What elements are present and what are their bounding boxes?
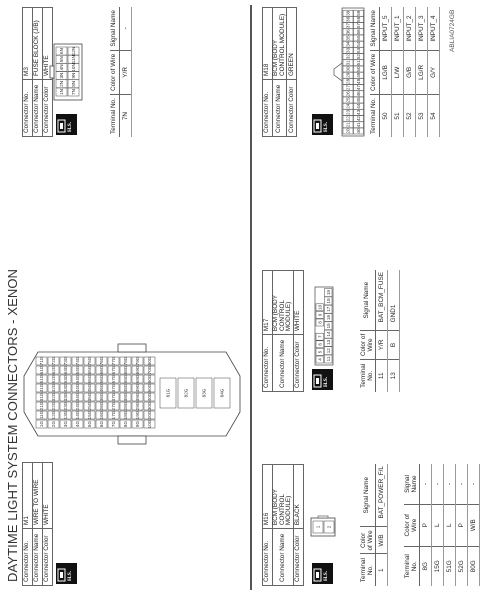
connector-m18-no: M18	[263, 8, 273, 80]
pin-label: 31G	[39, 392, 45, 402]
pin-label: 8	[317, 321, 323, 324]
pin-label: 30G	[147, 401, 153, 411]
pin-label: 23	[345, 109, 351, 115]
pin-label: 11N	[71, 55, 77, 64]
signal-name: BAT_BCM_FUSE	[376, 270, 388, 331]
terminal-no: 54	[427, 95, 439, 137]
pin-label: 80G	[147, 356, 153, 366]
pin-label: 22	[345, 116, 351, 122]
terminal-row	[376, 464, 388, 586]
pin-label: 38G	[123, 392, 129, 402]
pin-label: 20	[345, 128, 351, 134]
pin-label: 11	[325, 356, 331, 362]
hs-badge: H.S.	[56, 563, 77, 584]
pin-label: 29	[345, 72, 351, 78]
pin-label: 61G	[39, 365, 45, 375]
pin-label: 25	[345, 97, 351, 103]
pin-label: 43	[356, 109, 362, 115]
pin-label: 29G	[135, 401, 141, 411]
pin-label: 2G	[51, 420, 57, 428]
connector-icon	[313, 568, 322, 582]
pin-label: 37	[345, 23, 351, 29]
pin-label: 64G	[75, 365, 81, 375]
pin-label: 54	[356, 41, 362, 47]
pin-label: 56	[356, 29, 362, 35]
hs-badge: H.S.	[312, 369, 333, 390]
connector-m18-name: BCM (BODY CONTROL MODULE)	[273, 8, 287, 80]
pin-label: 48G	[123, 383, 129, 393]
signal-name: INPUT_5	[379, 7, 391, 50]
connector-m17-terminal-table: Terminal No. Color of Wire Signal Name 11 Y/R BAT_BCM_FUSE 13 B GND1	[360, 270, 400, 392]
pin-label: 9	[317, 313, 323, 317]
pin-label: 41G	[39, 383, 45, 393]
pin-label: 26	[345, 91, 351, 97]
pin-label: 28	[345, 78, 351, 84]
pin-label: 3G	[63, 420, 69, 428]
pin-label: 12	[325, 348, 331, 354]
pin-label: 22G	[51, 401, 57, 411]
connector-m17-name: BCM (BODY CONTROL MODULE)	[273, 271, 294, 335]
pin-label: 35G	[87, 392, 93, 402]
pin-label: 74G	[75, 356, 81, 366]
signal-name: -	[432, 464, 444, 504]
pin-label: 49G	[135, 383, 141, 393]
pin-label: 17G	[111, 410, 117, 420]
pin-label: 43G	[63, 383, 69, 393]
pin-label: 79G	[135, 356, 141, 366]
connector-m16-terminal-table: Terminal No. Color of Wire Signal Name 1 W/B BAT_POWER_F/L	[360, 464, 388, 586]
pin-label: 53	[356, 47, 362, 53]
signal-name: GND1	[388, 270, 400, 331]
wire-color: L	[444, 504, 456, 546]
connector-m1-terminal-table: Terminal No. Color of Wire Signal Name 8G P - 15G L - 51G L - 52G P - 80G W/B -	[404, 464, 480, 586]
pin-label: 27	[345, 85, 351, 91]
pin-label: 36	[345, 29, 351, 35]
signal-name: -	[444, 464, 456, 504]
pin-label: 17	[325, 306, 331, 312]
terminal-row	[415, 7, 427, 137]
wire-color: G/Y	[427, 50, 439, 94]
wire-color: LG/R	[415, 50, 427, 94]
terminal-row	[432, 464, 444, 586]
pin-label: 73G	[63, 356, 69, 366]
pin-label: 13G	[63, 410, 69, 420]
terminal-no: 1	[376, 554, 388, 586]
pin-label: 57G	[111, 374, 117, 384]
pin-label: 37G	[111, 392, 117, 402]
pin-label: 44	[356, 103, 362, 109]
pin-label: 16G	[99, 410, 105, 420]
terminal-no: 51	[391, 95, 403, 137]
page-title: DAYTIME LIGHT SYSTEM CONNECTORS - XENON	[5, 268, 20, 582]
connector-m3-info: Connector No. M3 Connector Name FUSE BLOCK (J/B) Connector Color WHITE	[22, 7, 53, 137]
terminal-no: 50	[379, 95, 391, 137]
pin-label: 25G	[87, 401, 93, 411]
terminal-row	[403, 7, 415, 137]
pin-label: 4G	[75, 420, 81, 428]
wire-color: W/B	[468, 504, 480, 546]
pin-label: 59	[356, 10, 362, 16]
pin-label: 14G	[75, 410, 81, 420]
connector-m3-name: FUSE BLOCK (J/B)	[33, 8, 43, 80]
pin-label: 23G	[63, 401, 69, 411]
pin-label: 82G	[183, 388, 189, 398]
connector-m17-diagram	[314, 286, 334, 366]
pin-label: 45G	[87, 383, 93, 393]
pin-label: 77G	[111, 356, 117, 366]
pin-label: 7N	[71, 89, 77, 95]
pin-label: 63G	[63, 365, 69, 375]
pin-label: 1G	[39, 420, 45, 428]
connector-m1-no: M1	[23, 463, 33, 529]
connector-m1-info: Connector No. M1 Connector Name WIRE TO WIRE Connector Color WHITE	[22, 462, 53, 586]
pin-label: 69G	[135, 365, 141, 375]
connector-icon	[57, 568, 66, 582]
signal-name: -	[456, 464, 468, 504]
pin-label: 51G	[39, 374, 45, 384]
pin-label: 13	[325, 339, 331, 345]
pin-label: 60G	[147, 374, 153, 384]
terminal-no: 52	[403, 95, 415, 137]
connector-m3-diagram	[50, 42, 84, 102]
pin-label: 33G	[63, 392, 69, 402]
wire-color: L	[432, 504, 444, 546]
pin-label: 31	[345, 60, 351, 66]
pin-label: 11G	[39, 410, 45, 420]
pin-label: 50G	[147, 383, 153, 393]
connector-icon	[57, 119, 66, 133]
section-divider	[250, 5, 252, 590]
pin-label: 5G	[87, 420, 93, 428]
signal-name: INPUT_4	[427, 7, 439, 50]
pin-label: 2N	[59, 80, 65, 87]
pin-label: 28G	[123, 401, 129, 411]
pin-label: 7G	[111, 420, 117, 428]
pin-label: 30	[345, 66, 351, 72]
pin-label: 6N	[59, 48, 65, 54]
connector-m17-no: M17	[263, 271, 273, 335]
signal-name: INPUT_1	[391, 7, 403, 50]
pin-label: 40	[356, 128, 362, 134]
pin-label: 65G	[87, 365, 93, 375]
connector-m18-diagram	[332, 7, 366, 137]
terminal-no: 51G	[444, 546, 456, 586]
wire-color: LG/B	[379, 50, 391, 94]
pin-label: 4N	[59, 64, 65, 71]
pin-label: 35	[345, 35, 351, 41]
connector-m18-terminal-table: Terminal No. Color of Wire Signal Name 50 LG/B INPUT_5 51 L/W INPUT_1 52 G/B INPUT_2 53 LG/R INPUT_3 54 G/Y INPUT_4	[370, 7, 440, 137]
pin-label: 44G	[75, 383, 81, 393]
pin-label: 9N	[71, 72, 77, 79]
signal-name: INPUT_2	[403, 7, 415, 50]
pin-label: 16	[325, 314, 331, 321]
terminal-no: 11	[376, 359, 388, 392]
terminal-row	[391, 7, 403, 137]
signal-name: INPUT_3	[415, 7, 427, 50]
pin-label: 78G	[123, 356, 129, 366]
pin-label: 26G	[99, 401, 105, 411]
pin-label: 18	[325, 298, 331, 304]
pin-label: 32	[345, 54, 351, 60]
wire-color: P	[456, 504, 468, 546]
pin-label: 67G	[111, 365, 117, 375]
pin-label: 40G	[147, 392, 153, 402]
pin-label: 8N	[71, 80, 77, 87]
pin-label: 55	[356, 35, 362, 41]
wire-color: Y/R	[119, 50, 131, 94]
connector-m3-color: WHITE	[43, 8, 53, 80]
pin-label: 21G	[39, 401, 45, 411]
pin-label: 39G	[135, 392, 141, 402]
terminal-no: 13	[388, 359, 400, 392]
pin-label: 12G	[51, 410, 57, 420]
terminal-row	[388, 270, 400, 392]
pin-label: 15G	[87, 410, 93, 420]
pin-label: 14	[325, 331, 331, 337]
pin-label: 50	[356, 66, 362, 72]
terminal-no: 7N	[119, 95, 131, 137]
pin-label: 10G	[147, 419, 153, 429]
pin-label: 24G	[75, 401, 81, 411]
pin-label: 52G	[51, 374, 57, 384]
terminal-row	[119, 7, 131, 137]
signal-name: -	[468, 464, 480, 504]
connector-m1-color: WHITE	[43, 463, 53, 529]
pin-label: 46	[356, 91, 362, 97]
connector-m16-diagram	[308, 516, 338, 538]
pin-label: 62G	[51, 365, 57, 375]
document-code: ABLIA0724GB	[449, 9, 456, 52]
connector-m16-name: BCM (BODY CONTROL MODULE)	[273, 465, 294, 529]
pin-label: 56G	[99, 374, 105, 384]
wire-color: W/B	[376, 527, 388, 554]
connector-m3-terminal-table: Terminal No. Color of Wire Signal Name 7N Y/R -	[110, 7, 132, 137]
signal-name: BAT_POWER_F/L	[376, 464, 388, 527]
connector-m18-color: GREEN	[287, 8, 297, 80]
signal-name: -	[119, 7, 131, 50]
pin-label: 76G	[99, 356, 105, 366]
connector-m18-info: Connector No. M18 Connector Name BCM (BODY CONTROL MODULE) Connector Color GREEN	[262, 7, 297, 137]
pin-label: 51	[356, 60, 362, 66]
pin-label: 58G	[123, 374, 129, 384]
pin-label: 68G	[123, 365, 129, 375]
pin-label: 83G	[201, 388, 207, 398]
pin-label: 81G	[165, 388, 171, 398]
terminal-row	[379, 7, 391, 137]
terminal-row	[468, 464, 480, 586]
pin-label: 41	[356, 122, 362, 128]
pin-label: 52	[356, 54, 362, 60]
pin-label: 42	[356, 116, 362, 122]
pin-label: 33	[345, 47, 351, 53]
terminal-row	[376, 270, 388, 392]
pin-label: 59G	[135, 374, 141, 384]
pin-label: 21	[345, 122, 351, 128]
pin-label: 32G	[51, 392, 57, 402]
pin-label: 7	[317, 335, 323, 338]
pin-label: 45	[356, 97, 362, 103]
pin-label: 38	[345, 16, 351, 22]
wire-color: B	[388, 331, 400, 359]
connector-m1-diagram	[20, 346, 244, 442]
pin-label: 58	[356, 16, 362, 22]
wire-color: Y/R	[376, 331, 388, 359]
pin-label: 1N	[59, 89, 65, 95]
pin-label: 34	[345, 41, 351, 47]
pin-label: 48	[356, 78, 362, 84]
pin-label: 20G	[147, 410, 153, 420]
terminal-row	[420, 464, 432, 586]
wire-color: P	[420, 504, 432, 546]
pin-label: 47	[356, 85, 362, 91]
pin-label: 3N	[59, 72, 65, 79]
pin-label: 54G	[75, 374, 81, 384]
wire-color: L/W	[391, 50, 403, 94]
pin-label: 27G	[111, 401, 117, 411]
connector-m16-info: Connector No. M16 Connector Name BCM (BODY CONTROL MODULE) Connector Color BLACK	[262, 464, 304, 586]
connector-m16-color: BLACK	[294, 465, 304, 529]
terminal-row	[456, 464, 468, 586]
terminal-row	[444, 464, 456, 586]
pin-label: 19G	[135, 410, 141, 420]
wire-color: G/B	[403, 50, 415, 94]
pin-label: 2	[326, 525, 332, 529]
pin-label: 71G	[39, 356, 45, 366]
signal-name: -	[420, 464, 432, 504]
terminal-no: 53	[415, 95, 427, 137]
pin-label: 4	[317, 358, 323, 361]
pin-label: 46G	[99, 383, 105, 393]
pin-label: 8G	[123, 420, 129, 428]
pin-label: 6	[317, 343, 323, 346]
pin-label: 70G	[147, 365, 153, 375]
pin-label: 10N	[71, 63, 77, 72]
terminal-no: 52G	[456, 546, 468, 586]
pin-label: 19	[325, 290, 331, 296]
pin-label: 34G	[75, 392, 81, 402]
pin-label: 47G	[111, 383, 117, 393]
connector-m1-name: WIRE TO WIRE	[33, 463, 43, 529]
pin-label: 24	[345, 103, 351, 109]
terminal-no: 80G	[468, 546, 480, 586]
hs-badge: H.S.	[312, 563, 333, 584]
pin-label: 9G	[135, 420, 141, 428]
pin-label: 55G	[87, 374, 93, 384]
pin-label: 6G	[99, 420, 105, 428]
pin-label: 72G	[51, 356, 57, 366]
pin-label: 1	[315, 525, 321, 529]
pin-label: 10	[317, 304, 323, 310]
connector-icon	[313, 374, 322, 388]
pin-label: 12N	[71, 46, 77, 56]
connector-m3-no: M3	[23, 8, 33, 80]
connector-icon	[313, 119, 322, 133]
pin-label: 53G	[63, 374, 69, 384]
terminal-no: 8G	[420, 546, 432, 586]
connector-m17-color: WHITE	[294, 271, 304, 335]
hs-badge: H.S.	[312, 114, 333, 135]
pin-label: 15	[325, 323, 331, 329]
pin-label: 5	[317, 350, 323, 354]
pin-label: 75G	[87, 356, 93, 366]
pin-label: 36G	[99, 392, 105, 402]
pin-label: 18G	[123, 410, 129, 420]
pin-label: 49	[356, 72, 362, 78]
pin-label: 84G	[219, 388, 225, 398]
pin-label: 66G	[99, 365, 105, 375]
pin-label: 42G	[51, 383, 57, 393]
terminal-no: 15G	[432, 546, 444, 586]
pin-label: 57	[356, 23, 362, 29]
connector-m17-info: Connector No. M17 Connector Name BCM (BODY CONTROL MODULE) Connector Color WHITE	[262, 270, 304, 392]
terminal-row	[427, 7, 439, 137]
pin-label: 39	[345, 10, 351, 16]
hs-badge: H.S.	[56, 114, 77, 135]
connector-m16-no: M16	[263, 465, 273, 529]
pin-label: 5N	[59, 56, 65, 63]
